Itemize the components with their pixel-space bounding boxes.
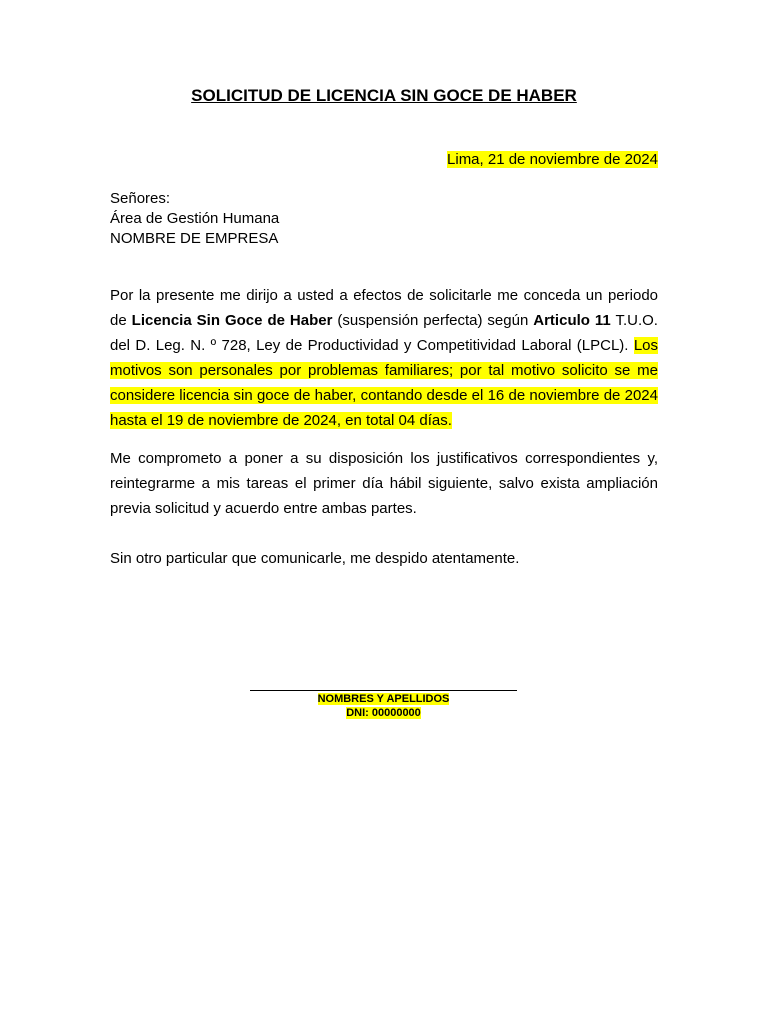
signature-block bbox=[250, 692, 517, 720]
recipient-salutation: Señores: bbox=[110, 190, 171, 207]
request-text-3: T.U.O. del D. Leg. N. º 728, Ley de Productividad y Competitividad Laboral (LPCL). bbox=[110, 312, 658, 354]
signature-id-label: DNI: 00000000 bbox=[346, 707, 421, 719]
signature-name-label: NOMBRES Y APELLIDOS bbox=[317, 693, 450, 705]
recipient-block bbox=[110, 189, 279, 249]
recipient-company: NOMBRE DE EMPRESA bbox=[110, 230, 279, 247]
request-text-2: (suspensión perfecta) según bbox=[332, 312, 534, 329]
commitment-paragraph: Me comprometo a poner a su disposición los justificativos correspondientes y, reintegrarme a mis tareas el primer día hábil siguiente, salvo exista ampliación previa solicitud y acuerdo entre ambas partes. bbox=[110, 450, 658, 517]
document-title: SOLICITUD DE LICENCIA SIN GOCE DE HABER bbox=[191, 86, 577, 105]
signature-line bbox=[250, 690, 517, 691]
recipient-department: Área de Gestión Humana bbox=[110, 210, 280, 227]
request-paragraph bbox=[110, 283, 658, 433]
reason-highlighted-text: Los motivos son personales por problemas familiares; por tal motivo solicito se me considere licencia sin goce de haber, contando desde el 16 de noviembre de 2024 hasta el 19 de noviembre de 2024, en total 04 días. bbox=[110, 337, 658, 429]
date-line bbox=[447, 151, 658, 168]
date-text: Lima, 21 de noviembre de 2024 bbox=[447, 151, 658, 168]
license-type-bold: Licencia Sin Goce de Haber bbox=[131, 312, 333, 329]
request-text-1: Por la presente me dirijo a usted a efectos de solicitarle me conceda un periodo de bbox=[110, 287, 658, 329]
closing-paragraph: Sin otro particular que comunicarle, me despido atentamente. bbox=[110, 550, 520, 567]
article-bold: Articulo 11 bbox=[533, 312, 611, 329]
